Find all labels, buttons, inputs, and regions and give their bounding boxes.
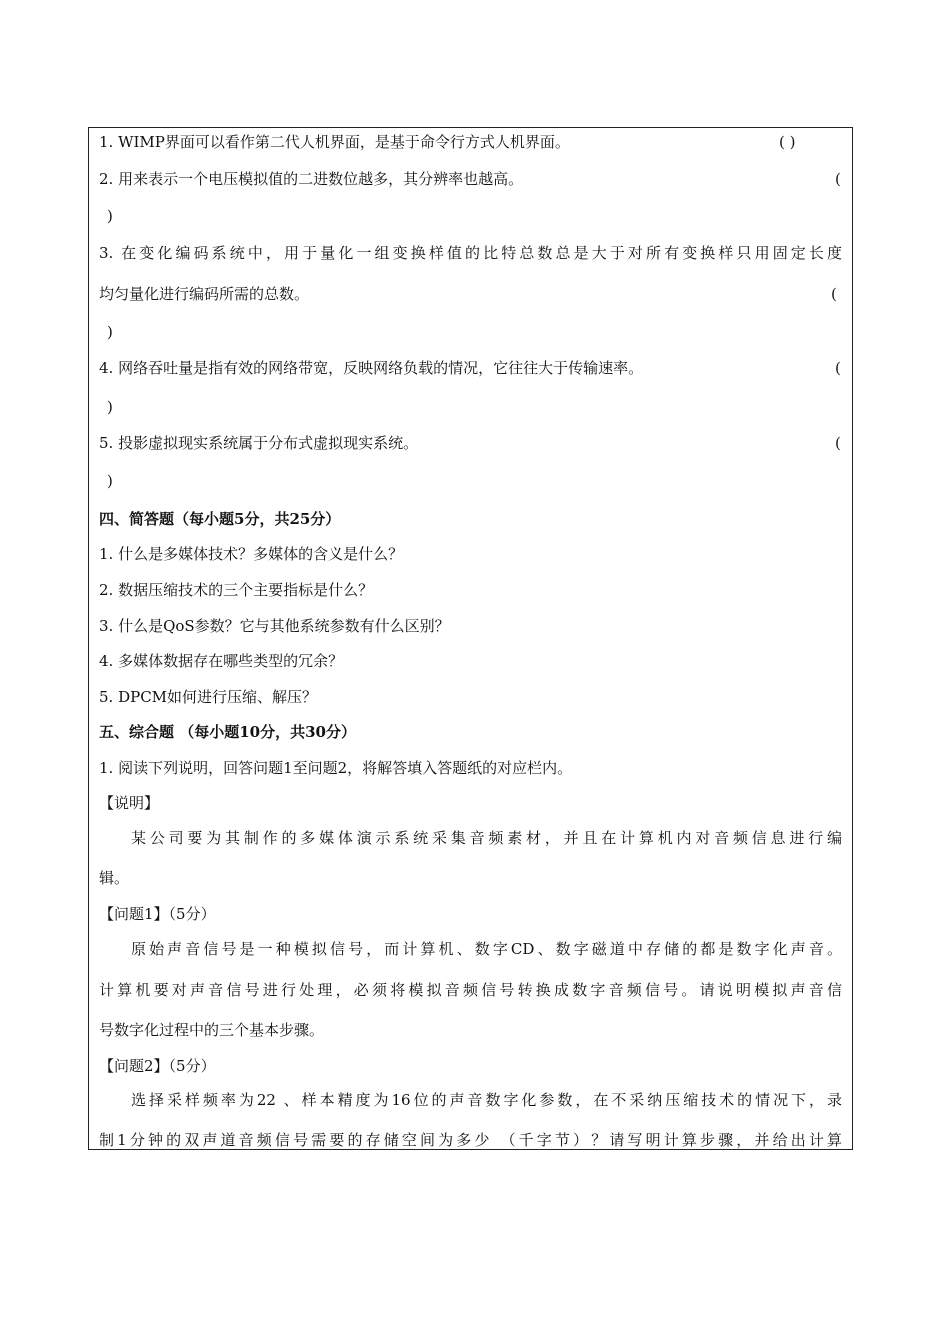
judgment-q5-open: ( [835, 434, 841, 452]
q1-label: 【问题1】（5分） [99, 905, 216, 923]
document-frame [88, 127, 853, 1150]
section5-intro: 1. 阅读下列说明，回答问题1至问题2，将解答填入答题纸的对应栏内。 [99, 759, 573, 777]
judgment-q3-close: ) [107, 323, 113, 341]
q2-line1: 选择采样频率为22 、样本精度为16位的声音数字化参数，在不采纳压缩技术的情况下，录 [131, 1091, 842, 1109]
section4-item-1: 1. 什么是多媒体技术？多媒体的含义是什么？ [99, 545, 404, 563]
q1-line3: 号数字化过程中的三个基本步骤。 [99, 1021, 325, 1039]
section4-heading: 四、简答题（每小题5分，共25分） [99, 510, 341, 528]
judgment-q4-close: ) [107, 398, 113, 416]
explain-label: 【说明】 [99, 794, 160, 812]
section5-heading: 五、综合题 （每小题10分，共30分） [99, 723, 356, 741]
judgment-q1: 1. WIMP界面可以看作第二代人机界面，是基于命令行方式人机界面。 [99, 133, 570, 151]
judgment-q3-line1: 3. 在变化编码系统中，用于量化一组变换样值的比特总数总是大于对所有变换样只用固定长度 [99, 244, 842, 262]
explain-line2: 辑。 [99, 869, 130, 887]
section4-item-2: 2. 数据压缩技术的三个主要指标是什么？ [99, 581, 374, 599]
judgment-q5: 5. 投影虚拟现实系统属于分布式虚拟现实系统。 [99, 434, 419, 452]
judgment-q4: 4. 网络吞吐量是指有效的网络带宽，反映网络负载的情况，它往往大于传输速率。 [99, 359, 644, 377]
judgment-q3-open: ( [831, 285, 837, 303]
section4-item-5: 5. DPCM如何进行压缩、解压？ [99, 688, 318, 706]
q2-label: 【问题2】（5分） [99, 1057, 216, 1075]
judgment-q2-open: ( [835, 170, 841, 188]
judgment-q5-close: ) [107, 472, 113, 490]
explain-line1: 某公司要为其制作的多媒体演示系统采集音频素材，并且在计算机内对音频信息进行编 [131, 829, 842, 847]
judgment-q1-paren: ( ) [779, 133, 796, 151]
q1-line2: 计算机要对声音信号进行处理，必须将模拟音频信号转换成数字音频信号。请说明模拟声音信 [99, 981, 842, 999]
judgment-q2: 2. 用来表示一个电压模拟值的二进数位越多，其分辨率也越高。 [99, 170, 524, 188]
judgment-q3-line2: 均匀量化进行编码所需的总数。 [99, 285, 310, 303]
q2-line2: 制1分钟的双声道音频信号需要的存储空间为多少 （千字节）？请写明计算步骤，并给出计算 [99, 1131, 842, 1149]
q1-line1: 原始声音信号是一种模拟信号，而计算机、数字CD、数字磁道中存储的都是数字化声音。 [131, 940, 842, 958]
section4-item-3: 3. 什么是QoS参数？它与其他系统参数有什么区别？ [99, 617, 450, 635]
judgment-q2-close: ) [107, 207, 113, 225]
section4-item-4: 4. 多媒体数据存在哪些类型的冗余？ [99, 652, 344, 670]
judgment-q4-open: ( [835, 359, 841, 377]
